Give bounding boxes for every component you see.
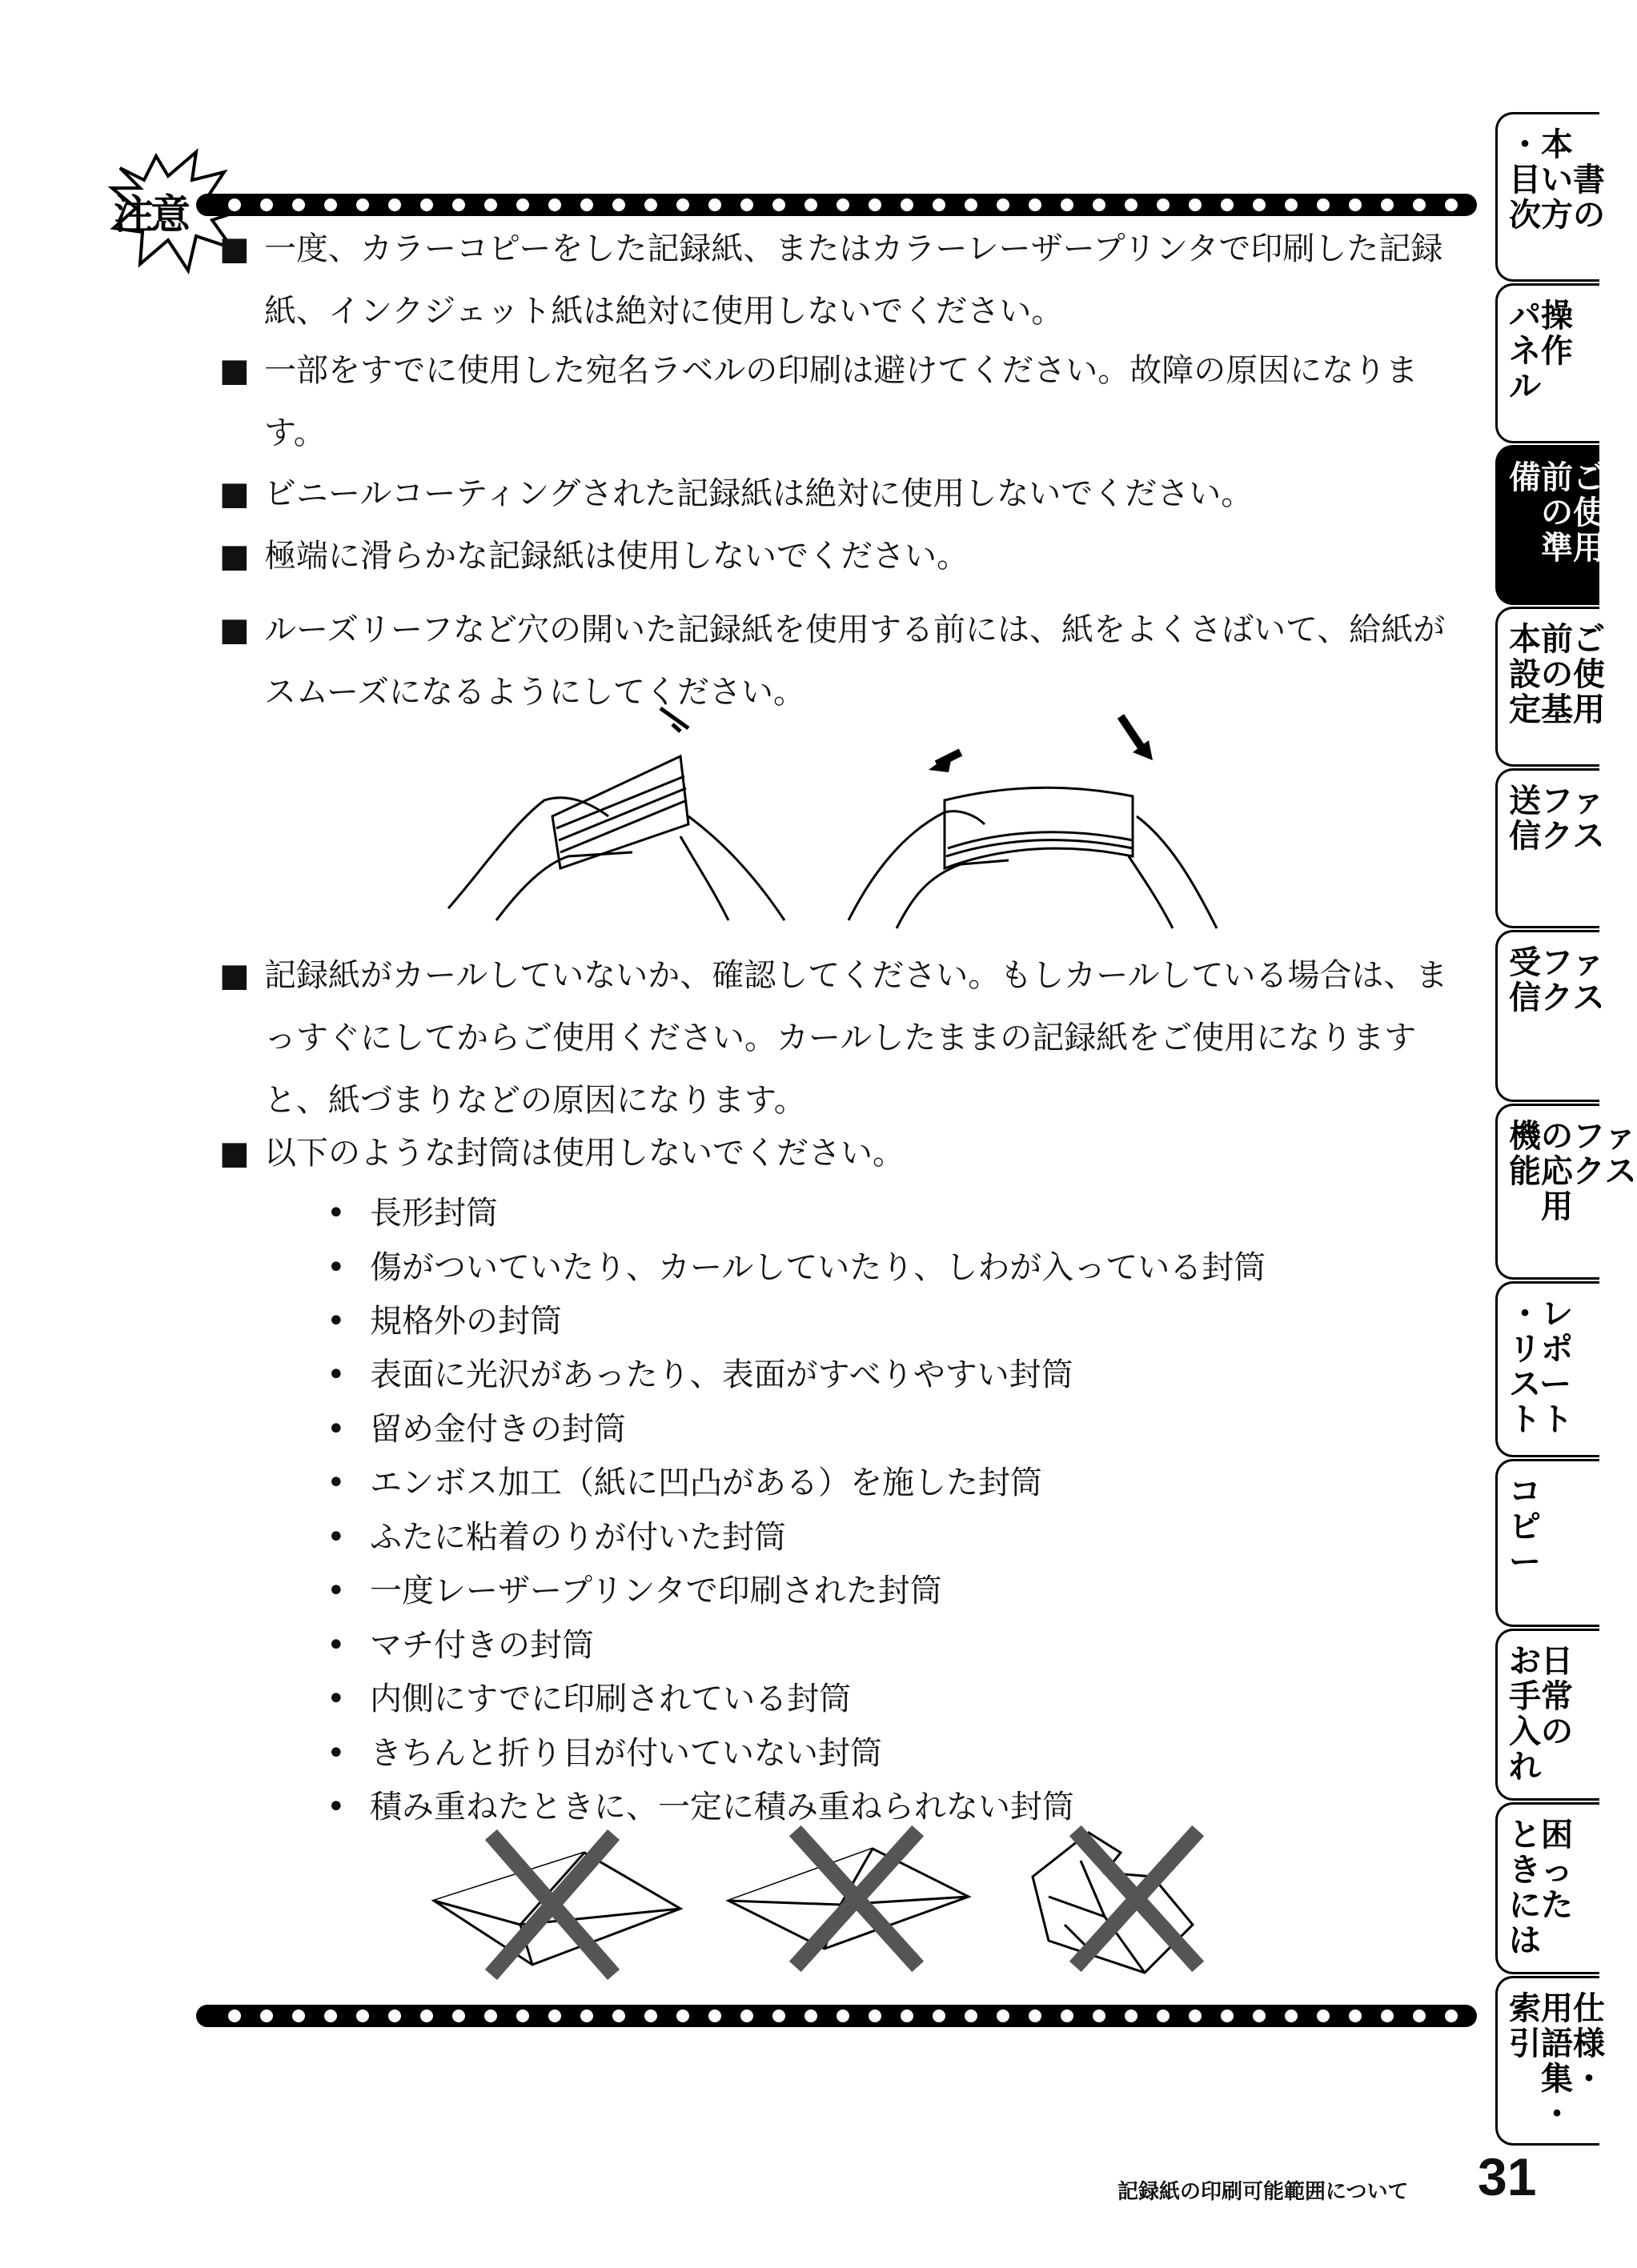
film-dot — [548, 2010, 561, 2022]
film-dot — [933, 2010, 945, 2022]
film-dot — [356, 2010, 369, 2022]
film-dot — [1317, 198, 1330, 211]
film-dot — [452, 2010, 465, 2022]
list-item: • 傷がついていたり、カールしていたり、しわが入っている封筒 — [327, 1249, 1266, 1286]
caution-item-text: 記録紙がカールしていないか、確認してください。もしカールしている場合は、まっすぐにしてからご使用ください。カールしたままの記録紙をご使用になりますと、紙づまりなどの原因になります。 — [264, 957, 1448, 1119]
film-dot — [1157, 2010, 1170, 2022]
film-dot — [965, 198, 977, 211]
list-item: • エンボス加工（紙に凹凸がある）を施した封筒 — [327, 1465, 1042, 1501]
list-item: • 一度レーザープリンタで印刷された封筒 — [327, 1573, 942, 1609]
film-dot — [644, 2010, 657, 2022]
tab-basic-setup[interactable] — [1495, 607, 1605, 767]
caution-item-text: 一度、カラーコピーをした記録紙、またはカラーレーザープリンタで印刷した記録紙、インクジェット紙は絶対に使用しないでください。 — [264, 230, 1443, 330]
film-dot — [772, 198, 785, 211]
page-number: 31 — [1478, 2147, 1537, 2206]
list-item: • 積み重ねたときに、一定に積み重ねられない封筒 — [327, 1789, 1074, 1825]
caution-item-text: ビニールコーティングされた記録紙は絶対に使用しないでください。 — [264, 475, 1254, 512]
film-dot — [1125, 198, 1137, 211]
film-dot — [1349, 2010, 1362, 2022]
square-bullet-icon: ■ — [219, 352, 250, 389]
film-dot — [997, 2010, 1009, 2022]
caution-label: 注意 — [114, 191, 187, 238]
film-dot — [804, 2010, 817, 2022]
caution-item — [219, 525, 1476, 587]
film-dot — [997, 198, 1009, 211]
tab-label: 備前ご の使 準用 — [1509, 459, 1605, 567]
film-dot — [292, 198, 305, 211]
tab-label: ・本 目い書 次方の — [1509, 126, 1605, 234]
film-dot — [740, 2010, 753, 2022]
film-dot — [1125, 2010, 1137, 2022]
film-dot — [420, 2010, 433, 2022]
film-dot — [1189, 2010, 1202, 2022]
caution-item-text: 以下のような封筒は使用しないでください。 — [264, 1135, 905, 1172]
tab-fax-send[interactable] — [1495, 768, 1605, 928]
film-dot — [260, 2010, 273, 2022]
film-dot — [1445, 198, 1458, 211]
film-dot — [580, 198, 593, 211]
film-dot — [901, 2010, 913, 2022]
film-dot — [484, 2010, 497, 2022]
caution-item — [219, 1122, 1476, 1184]
tab-control-panel[interactable] — [1495, 283, 1599, 443]
square-bullet-icon: ■ — [219, 1135, 250, 1172]
film-dot — [708, 2010, 721, 2022]
tab-troubleshooting[interactable] — [1495, 1802, 1599, 1974]
film-dot — [1413, 2010, 1426, 2022]
tab-label: 受ファ 信クス — [1509, 944, 1605, 1016]
film-dot — [676, 198, 689, 211]
film-dot — [228, 2010, 241, 2022]
caution-item — [219, 463, 1476, 525]
square-bullet-icon: ■ — [219, 611, 250, 648]
list-item: • 内側にすでに印刷されている封筒 — [327, 1681, 852, 1717]
fan-paper-illustration — [448, 696, 1257, 936]
film-dot — [804, 198, 817, 211]
film-dot — [1093, 198, 1105, 211]
square-bullet-icon: ■ — [219, 475, 250, 512]
film-dot — [324, 198, 337, 211]
film-dot — [1381, 198, 1394, 211]
caution-item — [219, 218, 1476, 343]
film-dot — [1221, 2010, 1234, 2022]
film-dot — [452, 198, 465, 211]
tab-preparation[interactable] — [1495, 445, 1605, 605]
list-item: • きちんと折り目が付いていない封筒 — [327, 1735, 882, 1772]
tab-label: パ操 ネ作 ル — [1509, 298, 1573, 405]
film-dot — [484, 198, 497, 211]
film-dot — [1061, 2010, 1073, 2022]
film-dot — [612, 198, 625, 211]
bottom-dotted-rule — [196, 2005, 1477, 2027]
film-dot — [901, 198, 913, 211]
tab-label: 送ファ 信クス — [1509, 783, 1605, 855]
tab-how-to-read[interactable] — [1495, 112, 1605, 282]
list-item: • マチ付きの封筒 — [327, 1627, 594, 1664]
film-dot — [260, 198, 273, 211]
unsuitable-envelopes-illustration — [424, 1829, 1249, 1989]
tab-label: 機のファ 能応クス 用 — [1509, 1118, 1637, 1225]
film-dot — [933, 198, 945, 211]
square-bullet-icon: ■ — [219, 230, 250, 267]
film-dot — [548, 198, 561, 211]
film-dot — [772, 2010, 785, 2022]
film-dot — [1221, 198, 1234, 211]
film-dot — [1285, 2010, 1298, 2022]
film-dot — [1093, 2010, 1105, 2022]
list-item: • 規格外の封筒 — [327, 1303, 562, 1340]
film-dot — [837, 198, 849, 211]
tab-label: と困 きっ にた は — [1509, 1817, 1573, 1959]
film-dot — [837, 2010, 849, 2022]
film-dot — [869, 198, 881, 211]
tab-label: コ ピ ー — [1509, 1473, 1541, 1581]
caution-item — [219, 339, 1476, 464]
film-dot — [740, 198, 753, 211]
film-dot — [1381, 2010, 1394, 2022]
tab-label: 本前ご 設の使 定基用 — [1509, 621, 1605, 728]
caution-item-text: ルーズリーフなど穴の開いた記録紙を使用する前には、紙をよくさばいて、給紙がスムーズになるようにしてください。 — [264, 611, 1446, 711]
list-item: • ふたに粘着のりが付いた封筒 — [327, 1519, 786, 1556]
film-dot — [1253, 198, 1266, 211]
list-item: • 長形封筒 — [327, 1195, 498, 1232]
film-dot — [516, 198, 529, 211]
tab-fax-receive[interactable] — [1495, 930, 1605, 1102]
list-item: • 表面に光沢があったり、表面がすべりやすい封筒 — [327, 1356, 1073, 1393]
tab-maintenance[interactable] — [1495, 1629, 1599, 1801]
list-item: • 留め金付きの封筒 — [327, 1411, 626, 1448]
footer-section-title: 記録紙の印刷可能範囲について — [1117, 2180, 1409, 2204]
film-dot — [612, 2010, 625, 2022]
caution-item — [219, 944, 1476, 1132]
film-dot — [1349, 198, 1362, 211]
tab-specs-index[interactable] — [1495, 1976, 1605, 2146]
film-dot — [516, 2010, 529, 2022]
film-dot — [869, 2010, 881, 2022]
tab-reports-lists[interactable] — [1495, 1281, 1599, 1457]
film-dot — [292, 2010, 305, 2022]
film-dot — [1413, 198, 1426, 211]
film-dot — [965, 2010, 977, 2022]
square-bullet-icon: ■ — [219, 538, 250, 575]
film-dot — [708, 198, 721, 211]
film-dot — [388, 198, 401, 211]
film-dot — [1285, 198, 1298, 211]
film-dot — [1029, 2010, 1041, 2022]
film-dot — [1317, 2010, 1330, 2022]
tab-label: ・レ リポ スー トト — [1509, 1296, 1573, 1438]
film-dot — [1029, 198, 1041, 211]
film-dot — [1189, 198, 1202, 211]
film-dot — [676, 2010, 689, 2022]
film-dot — [1253, 2010, 1266, 2022]
tab-fax-advanced[interactable] — [1495, 1104, 1637, 1280]
tab-label: お日 手常 入の れ — [1509, 1643, 1573, 1785]
film-dot — [580, 2010, 593, 2022]
tab-copy[interactable] — [1495, 1459, 1599, 1627]
film-dot — [1157, 198, 1170, 211]
square-bullet-icon: ■ — [219, 957, 250, 994]
caution-item-text: 一部をすでに使用した宛名ラベルの印刷は避けてください。故障の原因になります。 — [264, 352, 1418, 451]
film-dot — [644, 198, 657, 211]
film-dot — [1061, 198, 1073, 211]
film-dot — [1445, 2010, 1458, 2022]
tab-label: 索用仕 引語様 集・ ・ — [1509, 1990, 1605, 2133]
film-dot — [228, 198, 241, 211]
film-dot — [324, 2010, 337, 2022]
caution-item-text: 極端に滑らかな記録紙は使用しないでください。 — [264, 538, 969, 575]
film-dot — [388, 2010, 401, 2022]
top-dotted-rule — [196, 194, 1477, 216]
film-dot — [356, 198, 369, 211]
film-dot — [420, 198, 433, 211]
